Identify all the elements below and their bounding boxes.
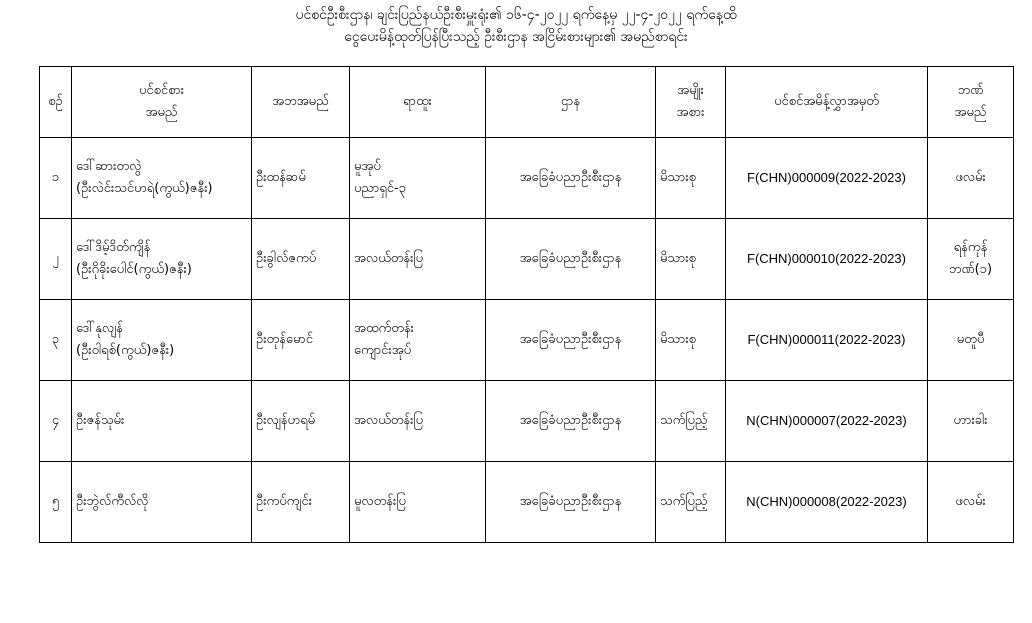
header-father-name: အဘအမည် (252, 67, 350, 138)
table-body (40, 138, 1014, 543)
cell-type: မိသားစု (656, 219, 726, 300)
cell-bank-name: ရန်ကုန် ဘဏ်(၁) (928, 219, 1014, 300)
cell-type: သက်ပြည့် (656, 462, 726, 543)
cell-department: အခြေခံပညာဦးစီးဌာန (486, 138, 656, 219)
cell-no: ၁ (40, 138, 72, 219)
cell-order-number: F(CHN)000011(2022-2023) (726, 300, 928, 381)
cell-father-name: ဦးထန်ဆမ် (252, 138, 350, 219)
cell-position: မူအုပ် ပညာရှင်-၃ (350, 138, 486, 219)
cell-father-name: ဦးလျန်ဟရမ် (252, 381, 350, 462)
cell-bank-name: မတူပီ (928, 300, 1014, 381)
cell-type: မိသားစု (656, 138, 726, 219)
header-pensioner-name: ပင်စင်စား အမည် (72, 67, 252, 138)
cell-position: အလယ်တန်းပြ (350, 219, 486, 300)
cell-order-number: N(CHN)000007(2022-2023) (726, 381, 928, 462)
cell-no: ၂ (40, 219, 72, 300)
cell-pensioner-name: ဦးဘွဲလ်ကီလ်လို (72, 462, 252, 543)
header-department: ဌာန (486, 67, 656, 138)
cell-pensioner-name: ဒေါ်ဆားတလွဲ (ဦးလဲင်းသင်ဟရဲ(ကွယ်)ဇနီး) (72, 138, 252, 219)
cell-department: အခြေခံပညာဦးစီးဌာန (486, 381, 656, 462)
table-row (40, 138, 1014, 219)
header-type: အမျိုး အစား (656, 67, 726, 138)
cell-pensioner-name: ဒေါ်ဒိမ့်ဒိတ်ကျိန် (ဦးဂိုခိုးပေါင်(ကွယ်)ဇနီး) (72, 219, 252, 300)
header-bank-name: ဘဏ် အမည် (928, 67, 1014, 138)
cell-position: မူလတန်းပြ (350, 462, 486, 543)
cell-no: ၅ (40, 462, 72, 543)
cell-father-name: ဦးတုန်မောင် (252, 300, 350, 381)
header-order-number: ပင်စင်အမိန့်လွှာအမှတ် (726, 67, 928, 138)
table-row (40, 219, 1014, 300)
cell-no: ၄ (40, 381, 72, 462)
table-header-row (40, 67, 1014, 138)
table-row (40, 381, 1014, 462)
cell-father-name: ဦးကပ်ကျင်း (252, 462, 350, 543)
document-header (0, 4, 1032, 48)
pensioner-table (39, 66, 1014, 543)
cell-order-number: F(CHN)000009(2022-2023) (726, 138, 928, 219)
cell-order-number: F(CHN)000010(2022-2023) (726, 219, 928, 300)
cell-father-name: ဦးခွါလ်ဇကပ် (252, 219, 350, 300)
table-row (40, 462, 1014, 543)
cell-bank-name: ဖလမ်း (928, 138, 1014, 219)
table-row (40, 300, 1014, 381)
cell-department: အခြေခံပညာဦးစီးဌာန (486, 219, 656, 300)
cell-department: အခြေခံပညာဦးစီးဌာန (486, 462, 656, 543)
cell-no: ၃ (40, 300, 72, 381)
cell-pensioner-name: ဦးဇန်သုမ်း (72, 381, 252, 462)
title-line-1: ပင်စင်ဦးစီးဌာန၊ ချင်းပြည်နယ်ဦးစီးမှူးရုံး၏ ၁၆-၄-၂၀၂၂ ရက်နေ့မှ ၂၂-၄-၂၀၂၂ ရက်နေ့ထိ (295, 7, 737, 23)
cell-position: အလယ်တန်းပြ (350, 381, 486, 462)
cell-position: အထက်တန်း ကျောင်းအုပ် (350, 300, 486, 381)
cell-bank-name: ဖလမ်း (928, 462, 1014, 543)
title-line-2: ငွေပေးမိန့်ထုတ်ပြန်ပြီးသည့် ဦးစီးဌာန အငြိမ်းစားများ၏ အမည်စာရင်း (344, 29, 688, 45)
header-no: စဉ် (40, 67, 72, 138)
cell-pensioner-name: ဒေါ်နုလျန် (ဦးဝါရစ်(ကွယ်)ဇနီး) (72, 300, 252, 381)
cell-order-number: N(CHN)000008(2022-2023) (726, 462, 928, 543)
cell-bank-name: ဟားခါး (928, 381, 1014, 462)
cell-department: အခြေခံပညာဦးစီးဌာန (486, 300, 656, 381)
header-position: ရာထူး (350, 67, 486, 138)
cell-type: မိသားစု (656, 300, 726, 381)
cell-type: သက်ပြည့် (656, 381, 726, 462)
